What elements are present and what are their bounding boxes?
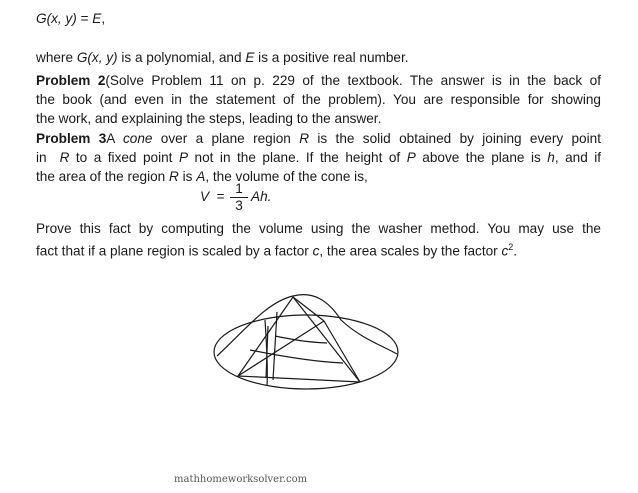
text: not in the plane. If the height of xyxy=(194,150,401,165)
text: is xyxy=(182,169,193,184)
p-symbol: P xyxy=(178,150,189,165)
r-symbol: R xyxy=(59,150,70,165)
cone-word: cone xyxy=(122,131,153,146)
problem-2-line-2: the book (and even in the statement of the problem). You are responsible for showing xyxy=(36,92,601,107)
cone-base xyxy=(214,315,398,389)
text: is a positive real number. xyxy=(258,50,409,65)
text: , the volume of the cone is, xyxy=(205,169,368,184)
problem-3-line-2 xyxy=(36,148,601,167)
text: where xyxy=(36,50,74,65)
ah-expression: Ah. xyxy=(251,189,272,204)
text: , and if xyxy=(554,150,602,165)
h-symbol: h xyxy=(547,150,555,165)
problem-2-line-3: the work, and explaining the steps, leading to the answer. xyxy=(36,111,382,126)
problem-2-line-1 xyxy=(36,71,601,90)
text: , the area scales by the factor xyxy=(319,243,498,259)
c-symbol: c xyxy=(312,243,320,259)
e-symbol: E xyxy=(245,50,255,65)
text: A xyxy=(106,131,115,146)
text: to a fixed point xyxy=(75,150,173,165)
equals-sign: = xyxy=(80,11,89,26)
superscript-2: 2 xyxy=(508,242,514,252)
slice-line xyxy=(250,350,343,363)
text: is the solid obtained by joining every point xyxy=(317,131,601,146)
where-line xyxy=(36,48,409,67)
equation-g-equals-e xyxy=(36,9,105,28)
fraction-numerator: 1 xyxy=(235,181,243,196)
text: the area of the region xyxy=(36,169,166,184)
e-symbol: E xyxy=(92,11,102,26)
g-expression: G(x, y) xyxy=(36,11,77,26)
footer-watermark: mathhomeworksolver.com xyxy=(174,474,308,485)
text: . xyxy=(513,243,518,259)
text: fact that if a plane region is scaled by a factor xyxy=(36,243,309,259)
g-expression: G(x, y) xyxy=(76,50,118,65)
prove-line-1: Prove this fact by computing the volume using the washer method. You may use the xyxy=(36,221,601,236)
text: over a plane region xyxy=(160,131,291,146)
problem-3-line-3 xyxy=(36,167,368,186)
text: above the plane is xyxy=(422,150,541,165)
text: is a polynomial, and xyxy=(121,50,242,65)
r-symbol: R xyxy=(299,131,310,146)
c-symbol: c xyxy=(501,243,509,259)
formula-lhs xyxy=(200,187,225,206)
a-symbol: A xyxy=(196,169,206,184)
pyramid-edge xyxy=(238,321,324,376)
fraction-denominator: 3 xyxy=(235,198,243,213)
equals-sign: = xyxy=(216,189,225,204)
text: in xyxy=(36,150,47,165)
problem-3-label: Problem 3 xyxy=(36,131,107,146)
v-symbol: V xyxy=(200,189,210,204)
p-symbol: P xyxy=(406,150,416,165)
comma: , xyxy=(101,11,106,26)
cone-figure xyxy=(205,290,415,415)
prove-line-2 xyxy=(36,238,517,261)
slice-line xyxy=(275,336,327,343)
r-symbol: R xyxy=(169,169,179,184)
text: (Solve Problem 11 on p. 229 of the textbook. The answer is in the back of xyxy=(105,73,601,88)
problem-2-label: Problem 2 xyxy=(36,73,106,88)
pyramid-face xyxy=(238,297,360,382)
formula-ah xyxy=(251,187,271,206)
problem-3-line-1 xyxy=(36,129,601,148)
